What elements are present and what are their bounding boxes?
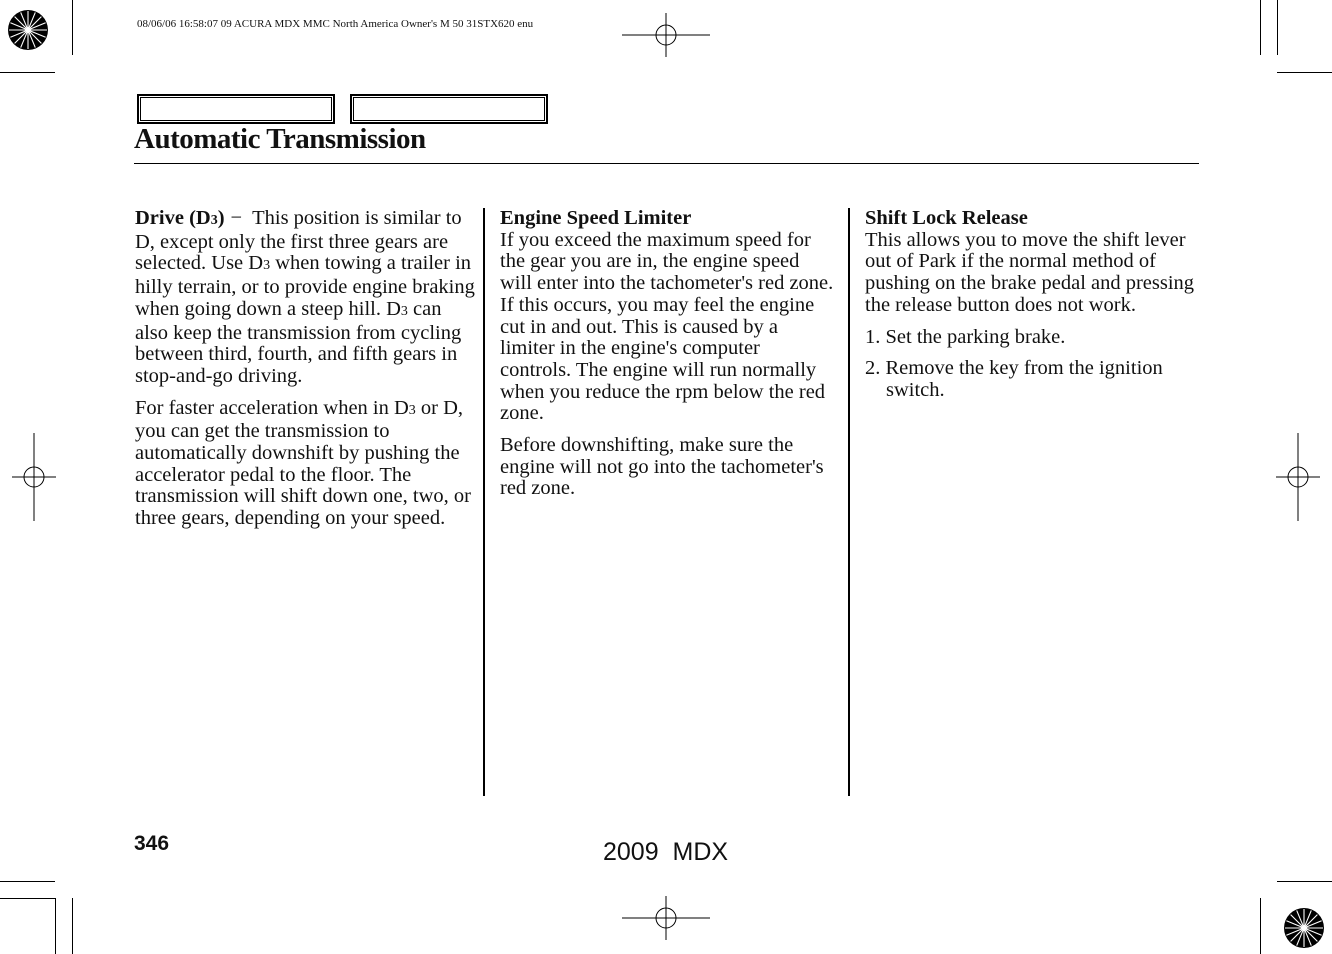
crosshair-registration-icon (622, 13, 710, 57)
print-header: 08/06/06 16:58:07 09 ACURA MDX MMC North America Owner's M 50 31STX620 enu (137, 18, 534, 30)
crop-mark (0, 72, 55, 73)
crop-mark (1277, 72, 1332, 73)
starburst-registration-icon (1282, 906, 1326, 950)
faster-acceleration-paragraph: For faster acceleration when in D3 or D, you can get the transmission to automatically downshift by pushing the accelerator pedal to the floor. The transmission will shift down one, two, or three gears, depending on your speed. (135, 396, 471, 530)
engine-speed-limiter-paragraph: Engine Speed Limiter If you exceed the maximum speed for the gear you are in, the engine speed will enter into the tachometer's red zone. If this occurs, you may feel the engine cut in and out. This is caused by a limiter in the engine's computer controls. The engine will run normally when you reduce the rpm below the red zone. (500, 207, 834, 425)
column-drive-d3 (135, 208, 475, 540)
em-dash: − (230, 207, 243, 229)
before-downshifting-paragraph: Before downshifting, make sure the engine will not go into the tachometer's red zone. (500, 434, 824, 500)
nav-tab-box[interactable] (137, 94, 335, 124)
title-rule (134, 163, 1199, 164)
crosshair-registration-icon (12, 433, 56, 521)
shift-lock-release-heading: Shift Lock Release (865, 207, 1028, 229)
column-divider (848, 208, 850, 796)
list-item: 2. Remove the key from the ignition switch. (865, 357, 1163, 401)
starburst-registration-icon (6, 8, 50, 52)
drive-d3-heading: Drive (D3) (135, 207, 225, 229)
crosshair-registration-icon (1276, 433, 1320, 521)
column-engine-speed-limiter (500, 208, 835, 510)
nav-tab-box[interactable] (350, 94, 548, 124)
crop-mark (1277, 881, 1332, 882)
crop-mark (72, 898, 73, 954)
page-title: Automatic Transmission (134, 123, 426, 155)
crop-mark (1260, 898, 1261, 954)
crosshair-registration-icon (622, 896, 710, 940)
crop-mark (0, 898, 55, 899)
drive-d3-paragraph: Drive (D3) − This position is similar to D, except only the first three gears are selected. Use D3 when towing a trailer in hilly terrain, or to provide engine braking when going down a steep hill. D3 can also keep the transmission from cycling between third, fourth, and fifth gears in stop-and-go driving. (135, 207, 475, 387)
shift-lock-release-paragraph: Shift Lock Release This allows you to move the shift lever out of Park if the normal method of pushing on the brake pedal and pressing the release button does not work. (865, 208, 1203, 317)
column-shift-lock-release (865, 208, 1203, 412)
engine-speed-limiter-heading: Engine Speed Limiter (500, 207, 692, 229)
crop-mark (1260, 0, 1261, 55)
crop-mark (0, 881, 55, 882)
list-item: 1. Set the parking brake. (865, 325, 1066, 348)
footer-model: 2009 MDX (603, 838, 729, 866)
crop-mark (55, 898, 56, 954)
page-number: 346 (134, 832, 170, 855)
crop-mark (72, 0, 73, 55)
column-divider (483, 208, 485, 796)
crop-mark (1277, 0, 1278, 55)
